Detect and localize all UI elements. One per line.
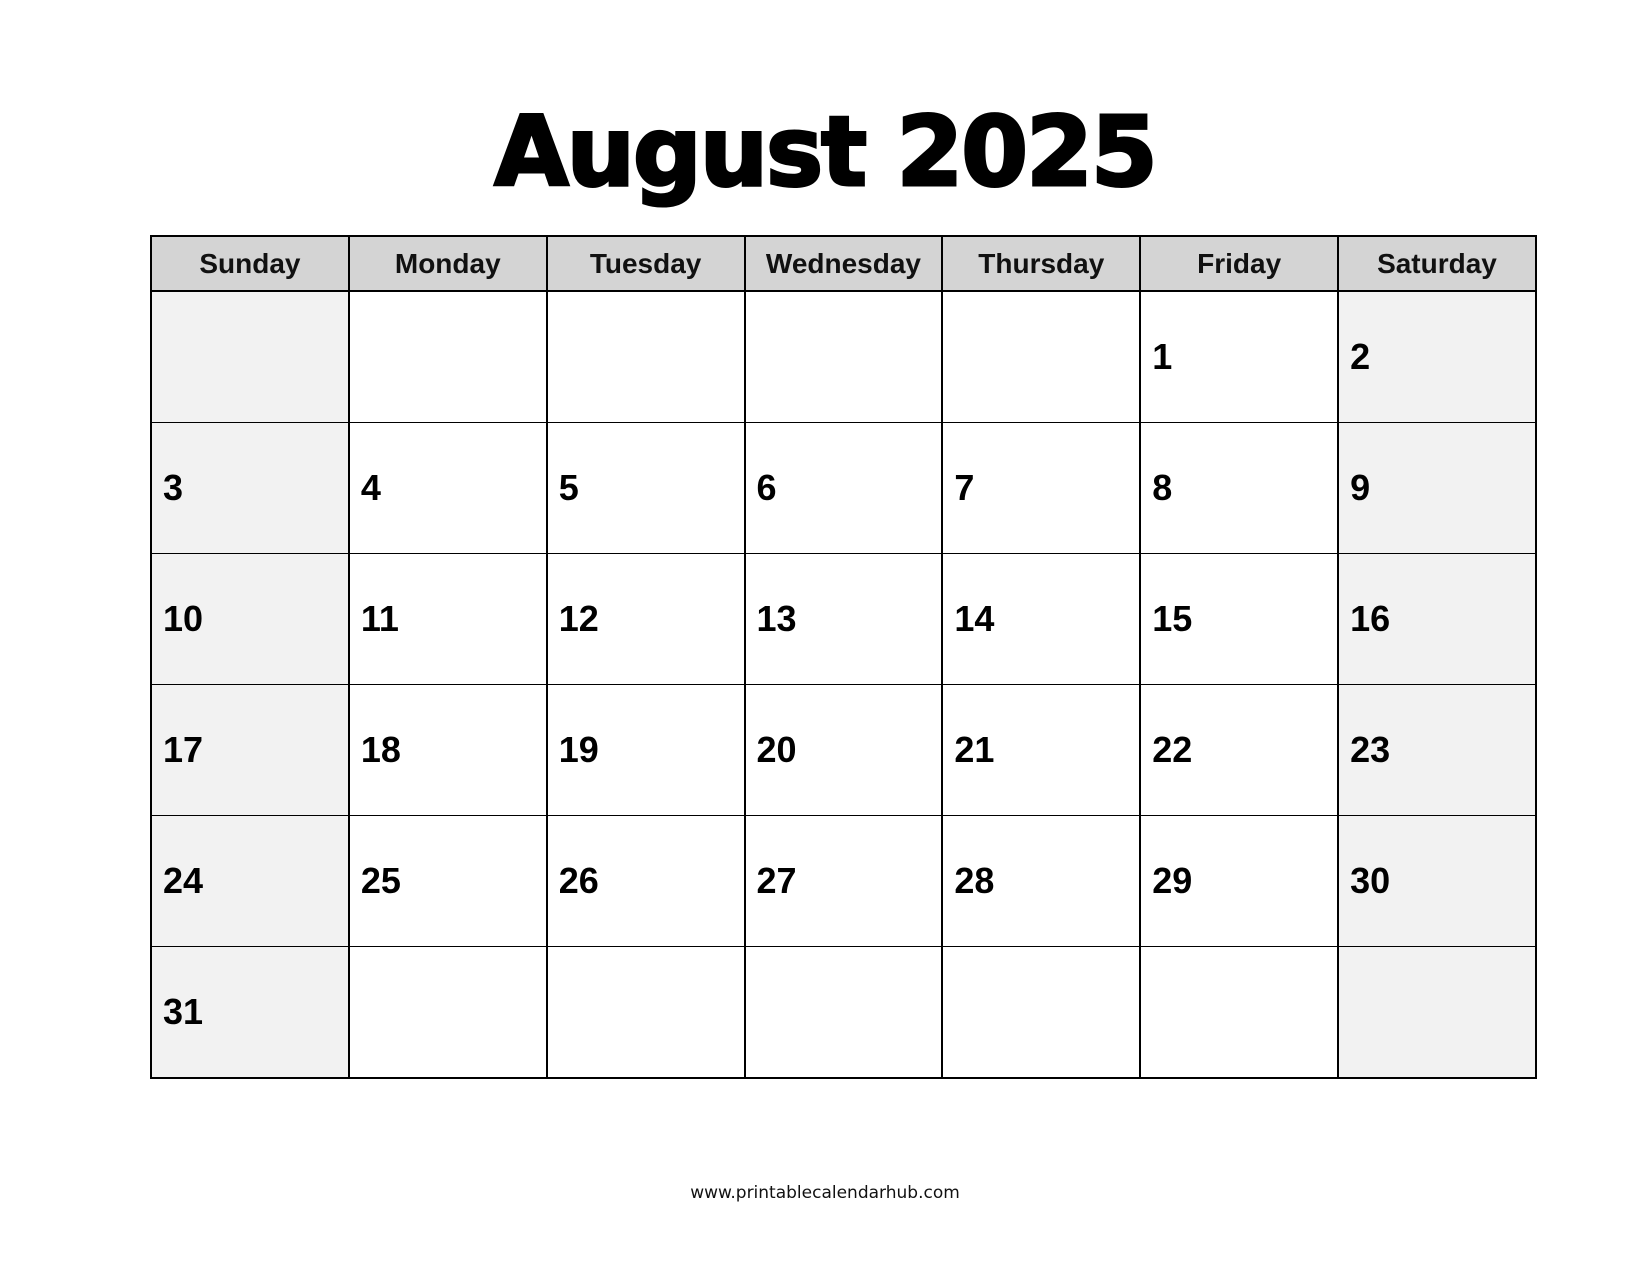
day-cell [349, 947, 547, 1079]
day-cell: 13 [745, 554, 943, 685]
week-row [151, 685, 1536, 816]
day-cell: 30 [1338, 816, 1536, 947]
day-cell: 24 [151, 816, 349, 947]
day-cell: 25 [349, 816, 547, 947]
day-cell: 19 [547, 685, 745, 816]
day-cell [942, 947, 1140, 1079]
weekday-header-friday: Friday [1140, 236, 1338, 291]
day-cell: 2 [1338, 291, 1536, 423]
calendar-grid [150, 235, 1537, 1079]
week-row [151, 423, 1536, 554]
day-cell: 12 [547, 554, 745, 685]
day-cell: 20 [745, 685, 943, 816]
day-cell: 6 [745, 423, 943, 554]
day-cell [745, 291, 943, 423]
weekday-header-thursday: Thursday [942, 236, 1140, 291]
day-cell: 9 [1338, 423, 1536, 554]
weekday-header-saturday: Saturday [1338, 236, 1536, 291]
day-cell: 23 [1338, 685, 1536, 816]
week-row [151, 291, 1536, 423]
day-cell: 28 [942, 816, 1140, 947]
day-cell [547, 291, 745, 423]
day-cell [547, 947, 745, 1079]
day-cell: 15 [1140, 554, 1338, 685]
week-row [151, 947, 1536, 1079]
day-cell [1338, 947, 1536, 1079]
day-cell: 11 [349, 554, 547, 685]
day-cell: 16 [1338, 554, 1536, 685]
page-title: August 2025 [494, 96, 1156, 208]
day-cell: 14 [942, 554, 1140, 685]
weekday-header-wednesday: Wednesday [745, 236, 943, 291]
day-cell: 10 [151, 554, 349, 685]
day-cell: 8 [1140, 423, 1338, 554]
day-cell: 18 [349, 685, 547, 816]
week-row [151, 816, 1536, 947]
day-cell: 7 [942, 423, 1140, 554]
day-cell: 31 [151, 947, 349, 1079]
day-cell: 3 [151, 423, 349, 554]
day-cell: 22 [1140, 685, 1338, 816]
weekday-header-row [151, 236, 1536, 291]
weekday-header-monday: Monday [349, 236, 547, 291]
day-cell [349, 291, 547, 423]
day-cell: 26 [547, 816, 745, 947]
footer-url: www.printablecalendarhub.com [690, 1183, 960, 1203]
weekday-header-sunday: Sunday [151, 236, 349, 291]
day-cell: 5 [547, 423, 745, 554]
day-cell: 17 [151, 685, 349, 816]
day-cell [1140, 947, 1338, 1079]
weekday-header-tuesday: Tuesday [547, 236, 745, 291]
day-cell: 27 [745, 816, 943, 947]
day-cell [745, 947, 943, 1079]
day-cell [942, 291, 1140, 423]
day-cell: 29 [1140, 816, 1338, 947]
day-cell: 1 [1140, 291, 1338, 423]
week-row [151, 554, 1536, 685]
day-cell: 4 [349, 423, 547, 554]
day-cell [151, 291, 349, 423]
day-cell: 21 [942, 685, 1140, 816]
